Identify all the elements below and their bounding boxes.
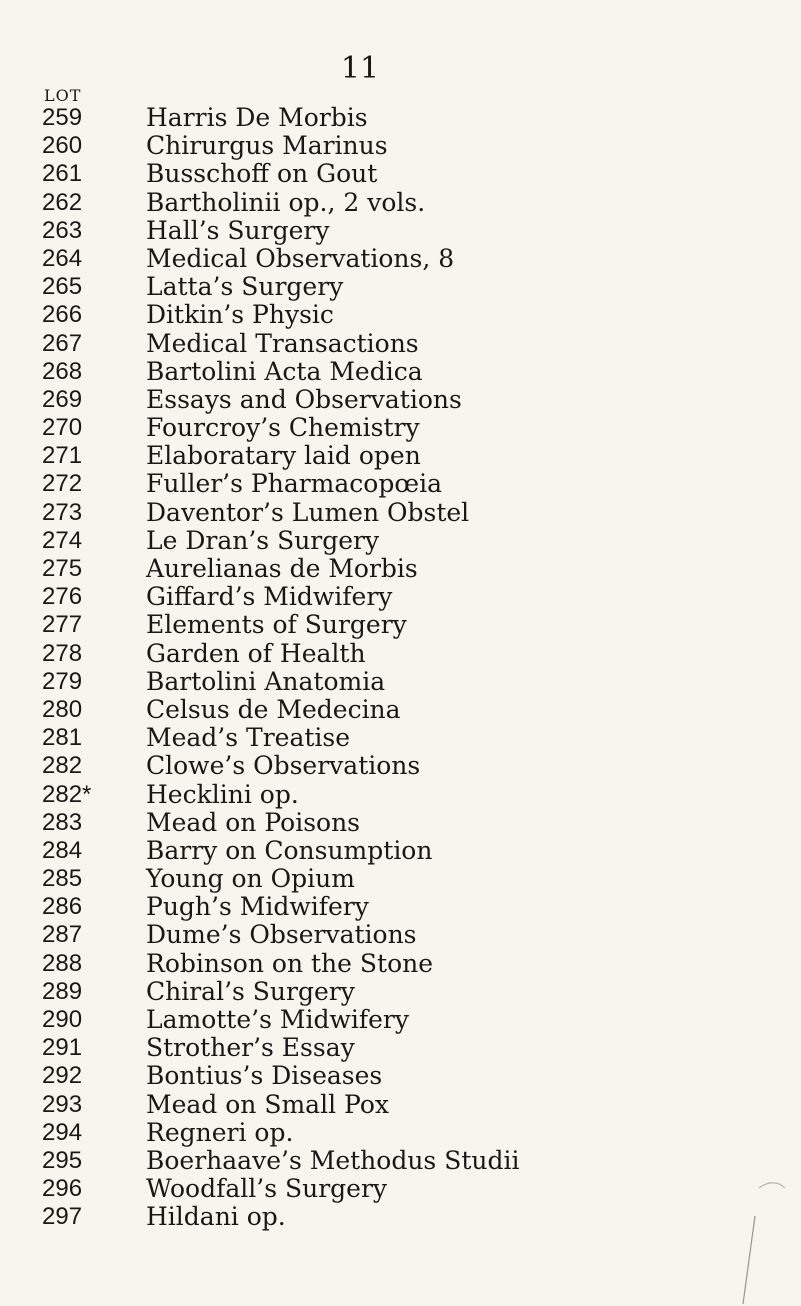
- lot-entry: [0, 893, 801, 921]
- lot-title: Harris De Morbis: [146, 103, 368, 132]
- lot-title: Medical Transactions: [146, 328, 419, 358]
- lot-title: Chiral’s Surgery: [146, 976, 355, 1006]
- lot-number: 293: [42, 1090, 83, 1118]
- page-number: 11: [340, 51, 380, 86]
- lot-number: 280: [42, 695, 83, 723]
- lot-entry: [0, 499, 801, 527]
- lot-number: 279: [42, 667, 83, 695]
- lot-number: 269: [42, 385, 83, 413]
- lot-title: Elements of Surgery: [146, 610, 407, 640]
- lot-list: [0, 104, 801, 1232]
- lot-number: 260: [42, 132, 83, 160]
- lot-number: 276: [42, 583, 83, 611]
- lot-title: Boerhaave’s Methodus Studii: [146, 1145, 520, 1175]
- lot-title: Barry on Consumption: [146, 835, 433, 865]
- lot-title: Bontius’s Diseases: [146, 1061, 383, 1091]
- paper-mark: [681, 1176, 801, 1306]
- lot-title: Chirurgus Marinus: [146, 131, 388, 161]
- lot-number: 278: [42, 639, 83, 667]
- lot-number: 296: [42, 1175, 83, 1203]
- lot-entry: [0, 921, 801, 949]
- lot-entry: [0, 386, 801, 414]
- lot-entry: [0, 414, 801, 442]
- lot-number: 263: [42, 216, 83, 244]
- lot-title: Robinson on the Stone: [146, 948, 434, 978]
- lot-entry: [0, 724, 801, 752]
- lot-title: Regneri op.: [146, 1117, 294, 1147]
- lot-title: Dume’s Observations: [146, 920, 417, 950]
- lot-number: 281: [42, 724, 83, 752]
- lot-entry: [0, 837, 801, 865]
- lot-number: 286: [42, 893, 83, 921]
- lot-number: 275: [42, 555, 83, 582]
- lot-number: 282*: [42, 780, 92, 808]
- lot-title: Aurelianas de Morbis: [146, 554, 418, 583]
- lot-title: Lamotte’s Midwifery: [146, 1005, 409, 1034]
- lot-entry: [0, 640, 801, 668]
- lot-entry: [0, 1147, 801, 1175]
- lot-entry: [0, 160, 801, 188]
- lot-title: Bartolini Acta Medica: [146, 356, 423, 386]
- lot-entry: [0, 189, 801, 217]
- lot-entry: [0, 809, 801, 837]
- lot-title: Hall’s Surgery: [146, 215, 330, 245]
- lot-title: Mead on Small Pox: [146, 1089, 389, 1119]
- lot-number: 292: [42, 1062, 83, 1090]
- lot-number: 262: [42, 188, 83, 216]
- lot-title: Essays and Observations: [146, 384, 462, 414]
- lot-entry: [0, 950, 801, 978]
- lot-number: 272: [42, 470, 83, 498]
- lot-title: Mead on Poisons: [146, 807, 361, 837]
- lot-entry: [0, 611, 801, 639]
- lot-entry: [0, 752, 801, 780]
- lot-number: 270: [42, 414, 83, 442]
- lot-entry: [0, 555, 801, 583]
- lot-title: Daventor’s Lumen Obstel: [146, 497, 470, 527]
- lot-title: Busschoff on Gout: [146, 159, 378, 189]
- lot-title: Le Dran’s Surgery: [146, 525, 380, 555]
- lot-entry: [0, 1006, 801, 1034]
- lot-number: 294: [42, 1118, 83, 1146]
- lot-entry: [0, 865, 801, 893]
- lot-title: Woodfall’s Surgery: [146, 1174, 388, 1204]
- lot-title: Celsus de Medecina: [146, 694, 401, 724]
- lot-title: Mead’s Treatise: [146, 723, 351, 753]
- lot-number: 288: [42, 949, 83, 977]
- lot-entry: [0, 301, 801, 329]
- lot-number: 295: [42, 1146, 83, 1174]
- lot-entry: [0, 668, 801, 696]
- lot-entry: [0, 217, 801, 245]
- lot-number: 273: [42, 498, 83, 526]
- lot-title: Giffard’s Midwifery: [146, 582, 393, 612]
- lot-entry: [0, 358, 801, 386]
- lot-number: 267: [42, 329, 83, 357]
- lot-title: Ditkin’s Physic: [146, 300, 334, 330]
- lot-number: 271: [42, 442, 83, 470]
- lot-entry: [0, 1119, 801, 1147]
- lot-number: 283: [42, 808, 83, 836]
- lot-number: 284: [42, 836, 83, 864]
- lot-column-header: LOT: [44, 86, 82, 105]
- lot-entry: [0, 330, 801, 358]
- lot-number: 287: [42, 921, 83, 949]
- lot-entry: [0, 442, 801, 470]
- lot-number: 297: [42, 1203, 83, 1231]
- lot-title: Latta’s Surgery: [146, 272, 344, 302]
- lot-number: 289: [42, 977, 83, 1005]
- lot-title: Pugh’s Midwifery: [146, 892, 369, 922]
- lot-entry: [0, 1091, 801, 1119]
- lot-number: 291: [42, 1034, 83, 1062]
- lot-title: Strother’s Essay: [146, 1033, 355, 1063]
- lot-entry: [0, 1034, 801, 1062]
- lot-number: 266: [42, 301, 83, 329]
- lot-number: 265: [42, 273, 83, 301]
- lot-number: 264: [42, 244, 83, 272]
- lot-entry: [0, 583, 801, 611]
- lot-entry: [0, 245, 801, 273]
- lot-title: Young on Opium: [146, 864, 355, 894]
- lot-title: Medical Observations, 8: [146, 243, 455, 273]
- lot-entry: [0, 1062, 801, 1090]
- lot-number: 290: [42, 1006, 83, 1033]
- lot-entry: [0, 132, 801, 160]
- lot-entry: [0, 696, 801, 724]
- lot-title: Bartolini Anatomia: [146, 666, 386, 696]
- lot-number: 259: [42, 104, 83, 131]
- lot-entry: [0, 978, 801, 1006]
- lot-title: Fuller’s Pharmacopœia: [146, 469, 442, 499]
- lot-number: 268: [42, 357, 83, 385]
- lot-entry: [0, 104, 801, 132]
- lot-title: Hildani op.: [146, 1202, 286, 1232]
- lot-entry: [0, 470, 801, 498]
- lot-number: 274: [42, 526, 83, 554]
- lot-title: Clowe’s Observations: [146, 751, 421, 781]
- lot-entry: [0, 273, 801, 301]
- lot-entry: [0, 527, 801, 555]
- lot-entry: [0, 781, 801, 809]
- lot-title: Elaboratary laid open: [146, 441, 421, 471]
- lot-title: Fourcroy’s Chemistry: [146, 413, 420, 443]
- lot-title: Hecklini op.: [146, 779, 299, 809]
- lot-title: Bartholinii op., 2 vols.: [146, 187, 426, 217]
- lot-title: Garden of Health: [146, 638, 366, 668]
- lot-number: 282: [42, 752, 83, 780]
- lot-number: 285: [42, 865, 83, 893]
- lot-number: 277: [42, 611, 83, 639]
- lot-number: 261: [42, 160, 83, 188]
